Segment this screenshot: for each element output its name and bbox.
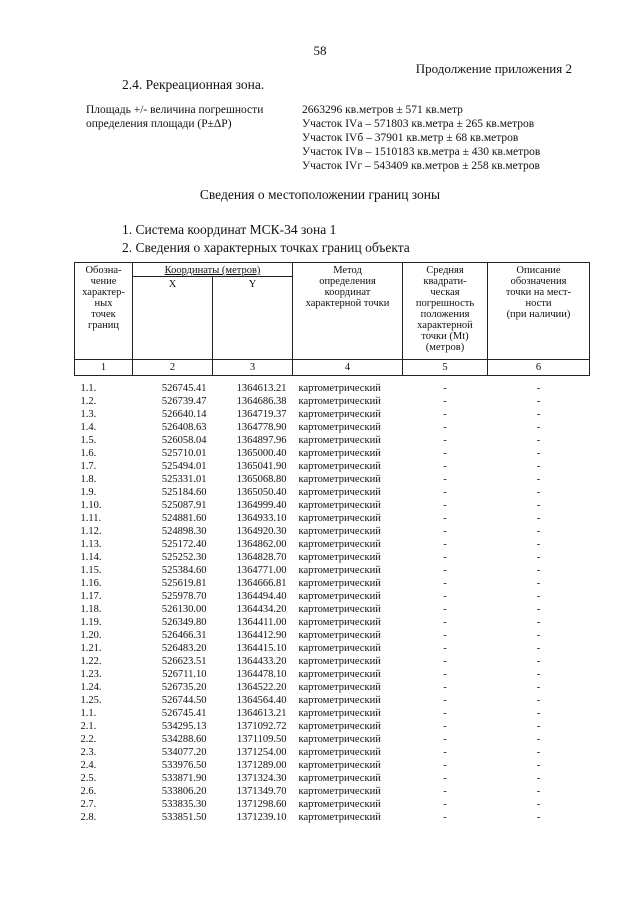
error-value: - bbox=[443, 435, 447, 446]
error-value: - bbox=[443, 591, 447, 602]
method: картометрический bbox=[298, 604, 381, 615]
description: - bbox=[536, 682, 541, 693]
description: - bbox=[536, 721, 541, 732]
point-id: 2.6. bbox=[80, 786, 97, 797]
table-row bbox=[75, 785, 590, 798]
method: картометрический bbox=[298, 786, 381, 797]
coord-y: 1364933.10 bbox=[236, 513, 287, 524]
coord-y: 1364613.21 bbox=[236, 383, 287, 394]
method: картометрический bbox=[298, 656, 381, 667]
coord-x: 526623.51 bbox=[161, 656, 207, 667]
header-error-text: Средняя квадрати- ческая погрешность положения характерной точки (Mt) (метров) bbox=[415, 265, 475, 353]
point-id: 1.7. bbox=[80, 461, 97, 472]
description: - bbox=[536, 734, 541, 745]
point-id: 1.1. bbox=[80, 383, 97, 394]
coordinates-table bbox=[74, 262, 590, 824]
error-value: - bbox=[443, 474, 447, 485]
method: картометрический bbox=[298, 552, 381, 563]
method: картометрический bbox=[298, 812, 381, 823]
coord-y: 1371254.00 bbox=[236, 747, 287, 758]
point-id: 1.23. bbox=[80, 669, 102, 680]
error-value: - bbox=[443, 799, 447, 810]
coord-y: 1364478.10 bbox=[236, 669, 287, 680]
header-x bbox=[133, 277, 213, 360]
point-id: 1.20. bbox=[80, 630, 102, 641]
point-id: 1.13. bbox=[80, 539, 102, 550]
coord-x: 525172.40 bbox=[161, 539, 207, 550]
description: - bbox=[536, 435, 541, 446]
point-id: 1.3. bbox=[80, 409, 97, 420]
coord-x: 525494.01 bbox=[161, 461, 207, 472]
table-row bbox=[75, 447, 590, 460]
method: картометрический bbox=[298, 409, 381, 420]
coord-x: 525252.30 bbox=[161, 552, 207, 563]
coord-y: 1364415.10 bbox=[236, 643, 287, 654]
point-id: 1.19. bbox=[80, 617, 102, 628]
table-row bbox=[75, 720, 590, 733]
error-value: - bbox=[443, 422, 447, 433]
point-id: 1.22. bbox=[80, 656, 102, 667]
method: картометрический bbox=[298, 630, 381, 641]
point-id: 1.4. bbox=[80, 422, 97, 433]
method: картометрический bbox=[298, 760, 381, 771]
coord-y: 1364522.20 bbox=[236, 682, 287, 693]
coord-y: 1364999.40 bbox=[236, 500, 287, 511]
header-method-text: Метод определения координат характерной точки bbox=[305, 265, 390, 309]
error-value: - bbox=[443, 695, 447, 706]
point-id: 1.2. bbox=[80, 396, 97, 407]
header-point-designation bbox=[75, 263, 133, 360]
description: - bbox=[536, 396, 541, 407]
method: картометрический bbox=[298, 682, 381, 693]
coord-x: 533806.20 bbox=[161, 786, 207, 797]
header-point-designation-text: Обозна- чение характер- ных точек границ bbox=[82, 265, 125, 331]
header-description bbox=[488, 263, 590, 360]
area-total: 2663296 кв.метров ± 571 кв.метр bbox=[302, 104, 463, 116]
coord-y: 1371289.00 bbox=[236, 760, 287, 771]
point-id: 1.9. bbox=[80, 487, 97, 498]
coord-x: 533976.50 bbox=[161, 760, 207, 771]
point-id: 2.3. bbox=[80, 747, 97, 758]
table-row bbox=[75, 473, 590, 486]
coord-x: 533851.50 bbox=[161, 812, 207, 823]
point-id: 2.1. bbox=[80, 721, 97, 732]
header-y-text: Y bbox=[248, 279, 257, 290]
error-value: - bbox=[443, 669, 447, 680]
method: картометрический bbox=[298, 487, 381, 498]
method: картометрический bbox=[298, 643, 381, 654]
table-row bbox=[75, 408, 590, 421]
method: картометрический bbox=[298, 799, 381, 810]
area-parcel-ivg: Участок IVг – 543409 кв.метров ± 258 кв.метров bbox=[302, 160, 540, 172]
point-id: 1.21. bbox=[80, 643, 102, 654]
coord-x: 525331.01 bbox=[161, 474, 207, 485]
description: - bbox=[536, 786, 541, 797]
coord-x: 524881.60 bbox=[161, 513, 207, 524]
column-number: 1 bbox=[75, 360, 133, 376]
coord-x: 533835.30 bbox=[161, 799, 207, 810]
error-value: - bbox=[443, 786, 447, 797]
method: картометрический bbox=[298, 422, 381, 433]
coord-y: 1371349.70 bbox=[236, 786, 287, 797]
table-row bbox=[75, 629, 590, 642]
coord-y: 1364411.00 bbox=[237, 617, 287, 628]
error-value: - bbox=[443, 812, 447, 823]
coord-x: 525619.81 bbox=[161, 578, 207, 589]
header-coordinates-text: Координаты (метров) bbox=[164, 265, 261, 276]
coord-y: 1365041.90 bbox=[236, 461, 287, 472]
error-value: - bbox=[443, 565, 447, 576]
coord-y: 1364862.00 bbox=[236, 539, 287, 550]
area-parcel-ivb: Участок IVб – 37901 кв.метр ± 68 кв.метров bbox=[302, 132, 519, 144]
header-method bbox=[293, 263, 403, 360]
error-value: - bbox=[443, 617, 447, 628]
coord-y: 1371298.60 bbox=[236, 799, 287, 810]
table-row bbox=[75, 564, 590, 577]
coord-x: 526711.10 bbox=[162, 669, 207, 680]
error-value: - bbox=[443, 656, 447, 667]
error-value: - bbox=[443, 747, 447, 758]
coord-y: 1364433.20 bbox=[236, 656, 287, 667]
description: - bbox=[536, 799, 541, 810]
column-number: 3 bbox=[213, 360, 293, 376]
table-row bbox=[75, 668, 590, 681]
description: - bbox=[536, 812, 541, 823]
area-parcel-ivv: Участок IVв – 1510183 кв.метра ± 430 кв.метров bbox=[302, 146, 541, 158]
table-row bbox=[75, 733, 590, 746]
point-id: 2.4. bbox=[80, 760, 97, 771]
coord-y: 1364920.30 bbox=[236, 526, 287, 537]
method: картометрический bbox=[298, 669, 381, 680]
error-value: - bbox=[443, 526, 447, 537]
method: картометрический bbox=[298, 695, 381, 706]
error-value: - bbox=[443, 552, 447, 563]
description: - bbox=[536, 565, 541, 576]
table-row bbox=[75, 486, 590, 499]
description: - bbox=[536, 604, 541, 615]
description: - bbox=[536, 591, 541, 602]
table-body bbox=[75, 376, 590, 825]
method: картометрический bbox=[298, 513, 381, 524]
coord-x: 526640.14 bbox=[161, 409, 207, 420]
error-value: - bbox=[443, 383, 447, 394]
description: - bbox=[536, 747, 541, 758]
list-item-coordinate-system: 1. Система координат МСК-34 зона 1 bbox=[122, 222, 337, 237]
point-id: 1.17. bbox=[80, 591, 102, 602]
description: - bbox=[536, 383, 541, 394]
coord-x: 525978.70 bbox=[161, 591, 207, 602]
table-row bbox=[75, 421, 590, 434]
table-row bbox=[75, 642, 590, 655]
point-id: 1.5. bbox=[80, 435, 97, 446]
error-value: - bbox=[443, 461, 447, 472]
error-value: - bbox=[443, 487, 447, 498]
description: - bbox=[536, 448, 541, 459]
point-id: 1.25. bbox=[80, 695, 102, 706]
error-value: - bbox=[443, 539, 447, 550]
coord-x: 526058.04 bbox=[161, 435, 207, 446]
coord-x: 526483.20 bbox=[161, 643, 207, 654]
section-title: 2.4. Рекреационная зона. bbox=[122, 77, 265, 92]
table-row bbox=[75, 395, 590, 408]
header-error bbox=[403, 263, 488, 360]
table-row bbox=[75, 772, 590, 785]
method: картометрический bbox=[298, 461, 381, 472]
coord-y: 1364778.90 bbox=[236, 422, 287, 433]
point-id: 1.1. bbox=[80, 708, 97, 719]
page-number: 58 bbox=[313, 43, 327, 58]
coord-y: 1371109.50 bbox=[237, 734, 287, 745]
error-value: - bbox=[443, 409, 447, 420]
coord-x: 526408.63 bbox=[161, 422, 207, 433]
table-row bbox=[75, 707, 590, 720]
method: картометрический bbox=[298, 591, 381, 602]
description: - bbox=[536, 773, 541, 784]
point-id: 1.8. bbox=[80, 474, 97, 485]
column-number: 6 bbox=[488, 360, 590, 376]
error-value: - bbox=[443, 630, 447, 641]
column-numbers-row bbox=[75, 360, 590, 376]
description: - bbox=[536, 513, 541, 524]
column-number: 2 bbox=[133, 360, 213, 376]
table-row bbox=[75, 759, 590, 772]
info-heading: Сведения о местоположении границ зоны bbox=[199, 187, 441, 202]
error-value: - bbox=[443, 513, 447, 524]
coord-x: 526745.41 bbox=[161, 383, 207, 394]
point-id: 1.15. bbox=[80, 565, 102, 576]
method: картометрический bbox=[298, 448, 381, 459]
error-value: - bbox=[443, 448, 447, 459]
error-value: - bbox=[443, 500, 447, 511]
error-value: - bbox=[443, 708, 447, 719]
method: картометрический bbox=[298, 773, 381, 784]
description: - bbox=[536, 461, 541, 472]
description: - bbox=[536, 552, 541, 563]
coord-y: 1364434.20 bbox=[236, 604, 287, 615]
description: - bbox=[536, 695, 541, 706]
coord-y: 1364828.70 bbox=[236, 552, 287, 563]
error-value: - bbox=[443, 396, 447, 407]
list-item-characteristic-points: 2. Сведения о характерных точках границ объекта bbox=[122, 240, 410, 255]
description: - bbox=[536, 539, 541, 550]
table-row bbox=[75, 512, 590, 525]
table-row bbox=[75, 499, 590, 512]
coord-x: 526745.41 bbox=[161, 708, 207, 719]
method: картометрический bbox=[298, 474, 381, 485]
description: - bbox=[536, 409, 541, 420]
coord-y: 1364666.81 bbox=[236, 578, 287, 589]
table-row bbox=[75, 577, 590, 590]
coord-y: 1365068.80 bbox=[236, 474, 287, 485]
method: картометрический bbox=[298, 500, 381, 511]
coord-x: 526739.47 bbox=[161, 396, 207, 407]
coord-x: 525384.60 bbox=[161, 565, 207, 576]
method: картометрический bbox=[298, 617, 381, 628]
point-id: 2.2. bbox=[80, 734, 97, 745]
description: - bbox=[536, 656, 541, 667]
coord-y: 1364494.40 bbox=[236, 591, 287, 602]
coord-y: 1364897.96 bbox=[236, 435, 287, 446]
description: - bbox=[536, 630, 541, 641]
error-value: - bbox=[443, 604, 447, 615]
area-values bbox=[302, 103, 540, 173]
table-row bbox=[75, 376, 590, 396]
coord-x: 525184.60 bbox=[161, 487, 207, 498]
coord-y: 1364686.38 bbox=[236, 396, 287, 407]
point-id: 1.18. bbox=[80, 604, 102, 615]
header-x-text: X bbox=[168, 279, 177, 290]
point-id: 1.11. bbox=[80, 513, 102, 524]
error-value: - bbox=[443, 578, 447, 589]
method: картометрический bbox=[298, 526, 381, 537]
point-id: 1.16. bbox=[80, 578, 102, 589]
coord-x: 525087.91 bbox=[161, 500, 207, 511]
coord-x: 526744.50 bbox=[161, 695, 207, 706]
coord-x: 534077.20 bbox=[161, 747, 207, 758]
error-value: - bbox=[443, 682, 447, 693]
coord-x: 534295.13 bbox=[161, 721, 207, 732]
coord-x: 526466.31 bbox=[161, 630, 207, 641]
description: - bbox=[536, 474, 541, 485]
error-value: - bbox=[443, 760, 447, 771]
method: картометрический bbox=[298, 396, 381, 407]
header-coordinates bbox=[133, 263, 293, 277]
description: - bbox=[536, 422, 541, 433]
continuation-note: Продолжение приложения 2 bbox=[415, 61, 572, 76]
point-id: 1.10. bbox=[80, 500, 102, 511]
column-number: 4 bbox=[293, 360, 403, 376]
description: - bbox=[536, 500, 541, 511]
method: картометрический bbox=[298, 747, 381, 758]
error-value: - bbox=[443, 734, 447, 745]
table-row bbox=[75, 694, 590, 707]
table-row bbox=[75, 551, 590, 564]
point-id: 1.24. bbox=[80, 682, 102, 693]
method: картометрический bbox=[298, 721, 381, 732]
point-id: 1.6. bbox=[80, 448, 97, 459]
table-row bbox=[75, 655, 590, 668]
table-row bbox=[75, 525, 590, 538]
table-row bbox=[75, 616, 590, 629]
table-row bbox=[75, 590, 590, 603]
coord-y: 1371092.72 bbox=[236, 721, 287, 732]
coord-x: 525710.01 bbox=[161, 448, 207, 459]
coord-y: 1364564.40 bbox=[236, 695, 287, 706]
point-id: 2.7. bbox=[80, 799, 97, 810]
coord-x: 533871.90 bbox=[161, 773, 207, 784]
point-id: 1.14. bbox=[80, 552, 102, 563]
coord-y: 1365000.40 bbox=[236, 448, 287, 459]
coord-x: 526349.80 bbox=[161, 617, 207, 628]
method: картометрический bbox=[298, 383, 381, 394]
description: - bbox=[536, 708, 541, 719]
method: картометрический bbox=[298, 578, 381, 589]
header-description-text: Описание обозначения точки на мест- ности (при наличии) bbox=[505, 265, 572, 320]
method: картометрический bbox=[298, 708, 381, 719]
description: - bbox=[536, 526, 541, 537]
coord-y: 1364771.00 bbox=[236, 565, 287, 576]
description: - bbox=[536, 487, 541, 498]
description: - bbox=[536, 760, 541, 771]
column-number: 5 bbox=[403, 360, 488, 376]
description: - bbox=[536, 643, 541, 654]
coord-y: 1364613.21 bbox=[236, 708, 287, 719]
area-parcel-iva: Участок IVа – 571803 кв.метра ± 265 кв.метров bbox=[302, 118, 535, 130]
point-id: 2.5. bbox=[80, 773, 97, 784]
description: - bbox=[536, 617, 541, 628]
coord-x: 534288.60 bbox=[161, 734, 207, 745]
table-row bbox=[75, 811, 590, 824]
table-row bbox=[75, 434, 590, 447]
point-id: 1.12. bbox=[80, 526, 102, 537]
coord-y: 1371324.30 bbox=[236, 773, 287, 784]
error-value: - bbox=[443, 721, 447, 732]
coord-y: 1371239.10 bbox=[236, 812, 287, 823]
method: картометрический bbox=[298, 734, 381, 745]
coord-x: 526735.20 bbox=[161, 682, 207, 693]
method: картометрический bbox=[298, 539, 381, 550]
coord-y: 1364719.37 bbox=[236, 409, 287, 420]
coord-x: 526130.00 bbox=[161, 604, 207, 615]
point-id: 2.8. bbox=[80, 812, 97, 823]
table-row bbox=[75, 746, 590, 759]
table-row bbox=[75, 681, 590, 694]
table-row bbox=[75, 603, 590, 616]
coord-y: 1365050.40 bbox=[236, 487, 287, 498]
header-y bbox=[213, 277, 293, 360]
description: - bbox=[536, 578, 541, 589]
coord-y: 1364412.90 bbox=[236, 630, 287, 641]
table-row bbox=[75, 538, 590, 551]
description: - bbox=[536, 669, 541, 680]
coord-x: 524898.30 bbox=[161, 526, 207, 537]
area-label: Площадь +/- величина погрешности определения площади (P±ΔP) bbox=[86, 104, 264, 130]
method: картометрический bbox=[298, 435, 381, 446]
method: картометрический bbox=[298, 565, 381, 576]
table-row bbox=[75, 798, 590, 811]
error-value: - bbox=[443, 643, 447, 654]
error-value: - bbox=[443, 773, 447, 784]
table-row bbox=[75, 460, 590, 473]
